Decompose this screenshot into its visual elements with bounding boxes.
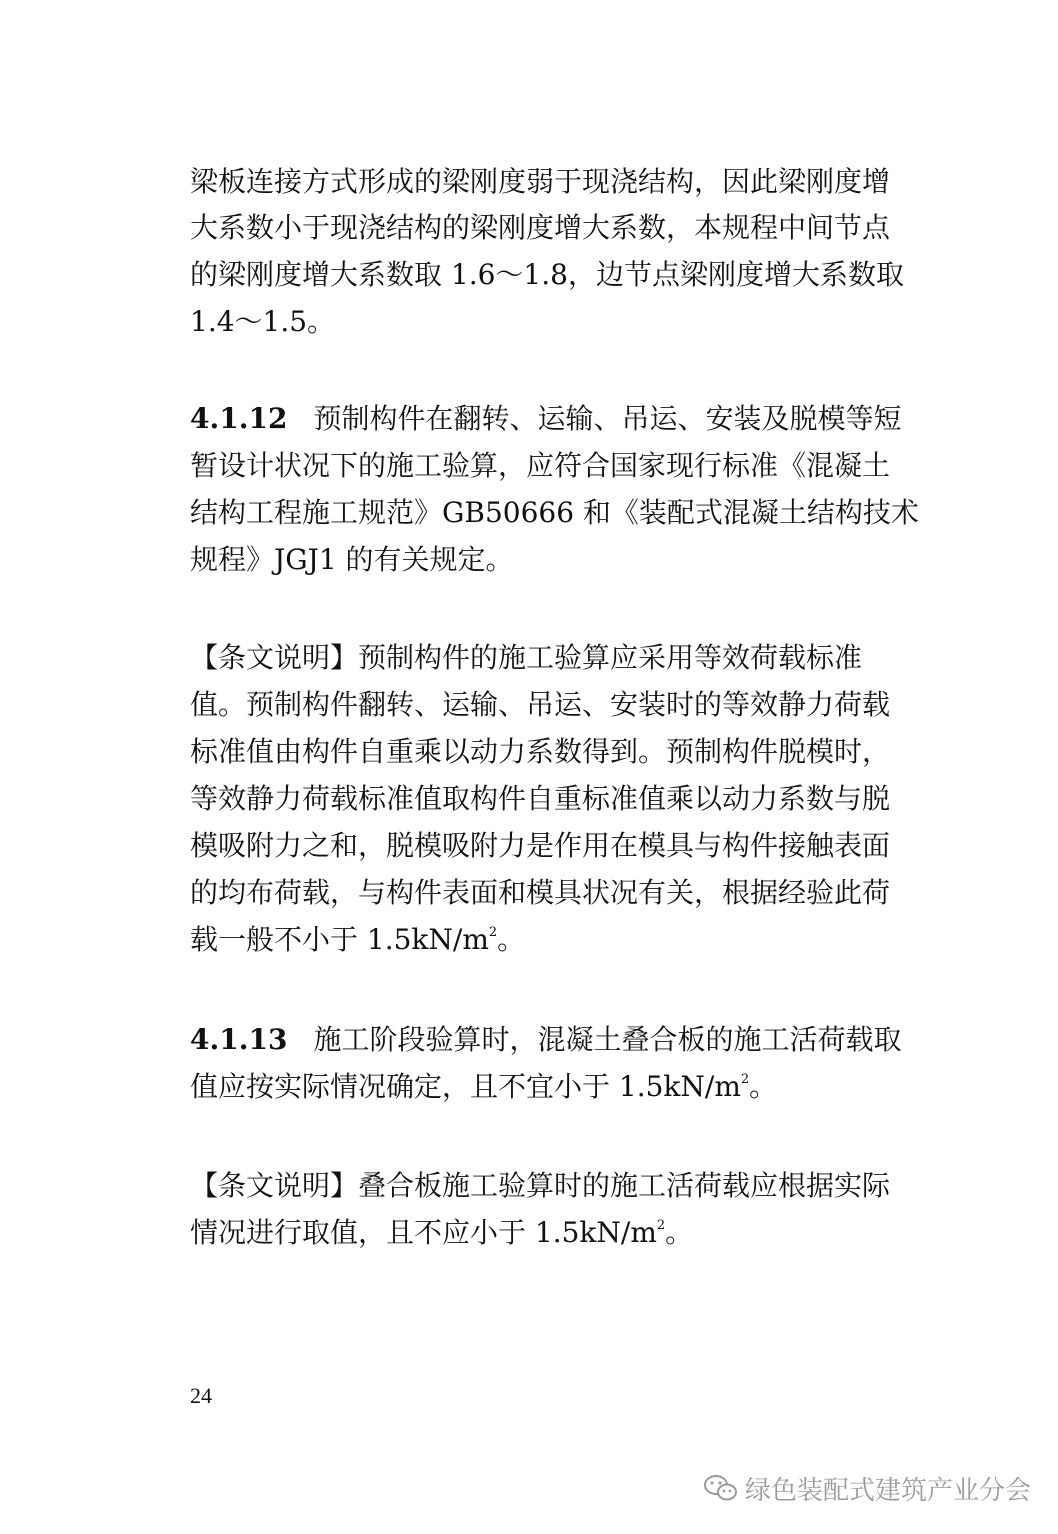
text-line: 值。预制构件翻转、运输、吊运、安装时的等效静力荷载 — [190, 688, 891, 721]
clause-text: 施工阶段验算时，混凝土叠合板的施工活荷载取 — [313, 1023, 902, 1056]
text-fragment: 值应按实际情况确定，且不宜小于 1.5kN/m — [190, 1070, 741, 1103]
text-line: 标准值由构件自重乘以动力系数得到。预制构件脱模时， — [190, 735, 891, 768]
clause-number: 4.1.12 — [190, 402, 288, 435]
text-fragment: 。 — [497, 923, 526, 956]
text-line: 【条文说明】预制构件的施工验算应采用等效荷载标准 — [190, 641, 863, 674]
text-line-with-unit — [190, 922, 525, 958]
text-line: 【条文说明】叠合板施工验算时的施工活荷载应根据实际 — [190, 1169, 891, 1202]
text-fragment: 情况进行取值，且不应小于 1.5kN/m — [190, 1216, 657, 1249]
superscript: 2 — [740, 1072, 750, 1087]
clause-text: 预制构件在翻转、运输、吊运、安装及脱模等短 — [313, 402, 902, 435]
text-line-with-unit — [190, 1215, 693, 1251]
watermark-text: 绿色装配式建筑产业分会 — [745, 1475, 1032, 1506]
superscript: 2 — [656, 1218, 666, 1233]
clause-4-1-12-first-line — [190, 401, 901, 437]
text-fragment: 载一般不小于 1.5kN/m — [190, 923, 489, 956]
clause-number: 4.1.13 — [190, 1023, 288, 1056]
text-line: 大系数小于现浇结构的梁刚度增大系数，本规程中间节点 — [190, 211, 891, 244]
text-line: 的均布荷载，与构件表面和模具状况有关，根据经验此荷 — [190, 876, 891, 909]
text-fragment: 。 — [749, 1070, 778, 1103]
text-fragment: 。 — [665, 1216, 694, 1249]
text-line: 规程》JGJ1 的有关规定。 — [190, 543, 514, 576]
text-line: 1.4～1.5。 — [190, 305, 336, 338]
text-line: 结构工程施工规范》GB50666 和《装配式混凝土结构技术 — [190, 496, 919, 529]
text-line: 模吸附力之和，脱模吸附力是作用在模具与构件接触表面 — [190, 829, 891, 862]
watermark — [703, 1468, 1031, 1508]
text-line: 暂设计状况下的施工验算，应符合国家现行标准《混凝土 — [190, 449, 891, 482]
wechat-icon — [703, 1473, 739, 1503]
clause-4-1-13-first-line — [190, 1022, 901, 1058]
text-line: 等效静力荷载标准值取构件自重标准值乘以动力系数与脱 — [190, 782, 891, 815]
text-line: 梁板连接方式形成的梁刚度弱于现浇结构，因此梁刚度增 — [190, 165, 891, 198]
text-line-with-unit — [190, 1069, 777, 1105]
superscript: 2 — [488, 925, 498, 940]
text-line: 的梁刚度增大系数取 1.6～1.8，边节点梁刚度增大系数取 — [190, 258, 904, 291]
page-number: 24 — [190, 1383, 212, 1408]
